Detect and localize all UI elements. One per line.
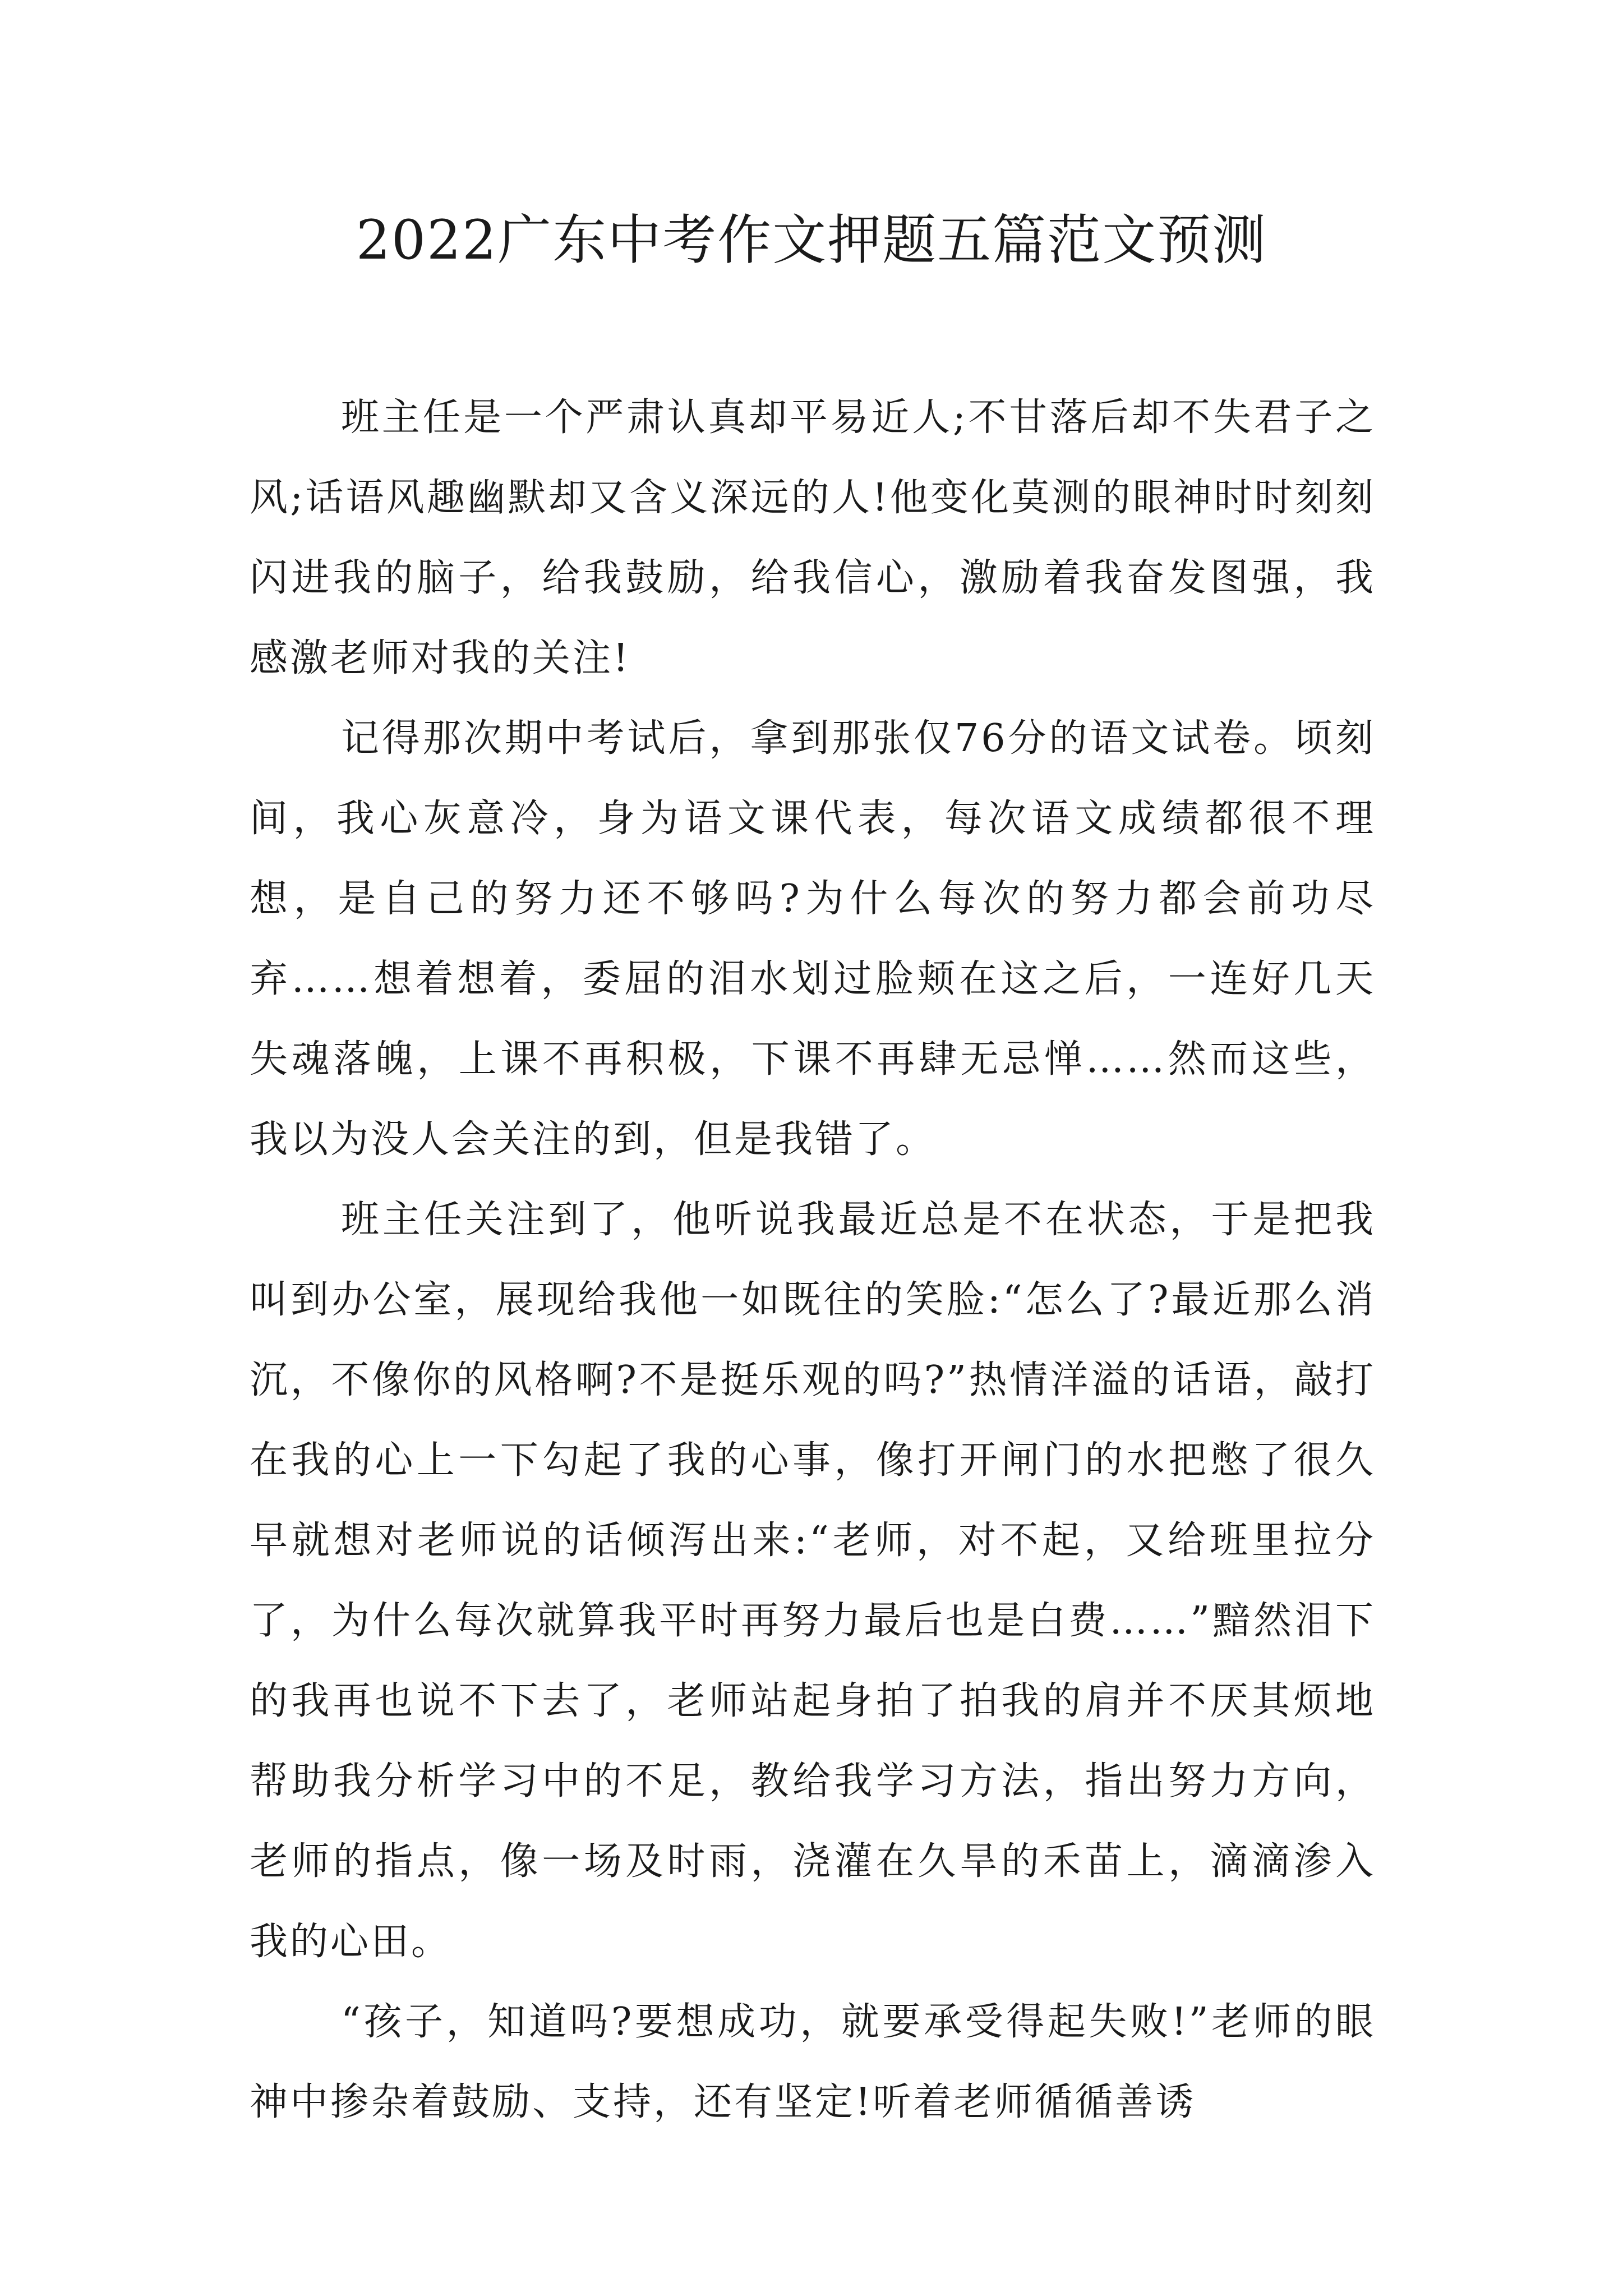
paragraph: “孩子，知道吗?要想成功，就要承受得起失败!”老师的眼神中掺杂着鼓励、支持，还有坚定!听着老师循循善诱 [250, 2000, 1376, 2124]
document-body [250, 378, 1376, 2142]
document-title: 2022广东中考作文押题五篇范文预测 [356, 209, 1267, 272]
paragraph: 班主任关注到了，他听说我最近总是不在状态，于是把我叫到办公室，展现给我他一如既往的笑脸:“怎么了?最近那么消沉，不像你的风格啊?不是挺乐观的吗?”热情洋溢的话语，敲打在我的心上一下勾起了我的心事，像打开闸门的水把憋了很久早就想对老师说的话倾泻出来:“老师，对不起，又给班里拉分了，为什么每次就算我平时再努力最后也是白费……”黯然泪下的我再也说不下去了，老师站起身拍了拍我的肩并不厌其烦地帮助我分析学习中的不足，教给我学习方法，指出努力方向，老师的指点，像一场及时雨，浇灌在久旱的禾苗上，滴滴渗入我的心田。 [250, 1198, 1376, 1964]
paragraph: 记得那次期中考试后，拿到那张仅76分的语文试卷。顷刻间，我心灰意冷，身为语文课代表，每次语文成绩都很不理想，是自己的努力还不够吗?为什么每次的努力都会前功尽弃……想着想着，委屈的泪水划过脸颊在这之后，一连好几天失魂落魄，上课不再积极，下课不再肆无忌惮……然而这些，我以为没人会关注的到，但是我错了。 [250, 716, 1376, 1162]
paragraph: 班主任是一个严肃认真却平易近人;不甘落后却不失君子之风;话语风趣幽默却又含义深远的人!他变化莫测的眼神时时刻刻闪进我的脑子，给我鼓励，给我信心，激励着我奋发图强，我感激老师对我的关注! [250, 395, 1376, 680]
